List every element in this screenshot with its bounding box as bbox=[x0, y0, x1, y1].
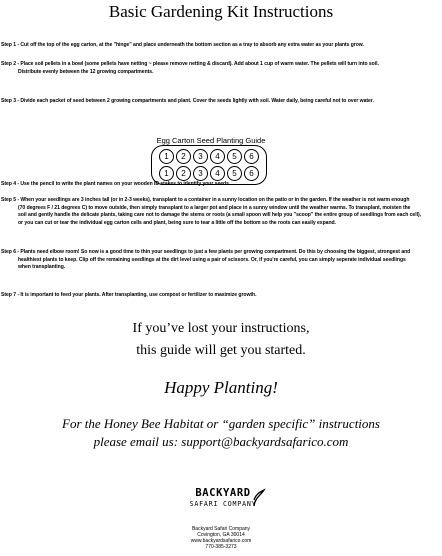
step-1 bbox=[1, 42, 437, 50]
carton-cell: 6 bbox=[244, 166, 259, 181]
footer-phone: 770-385-3273 bbox=[205, 544, 237, 550]
step-7-line-1: Step 7 - It is important to feed your plants. After transplanting, use compost or fertilizer to maximize growth. bbox=[1, 292, 257, 298]
page-title: Basic Gardening Kit Instructions bbox=[108, 2, 334, 21]
happy-planting: Happy Planting! bbox=[164, 378, 278, 397]
carton-cell: 1 bbox=[159, 166, 174, 181]
carton-cell: 2 bbox=[176, 149, 191, 164]
footer-company: Backyard Safari Company bbox=[191, 526, 251, 532]
lost-instructions-line-1: If you’ve lost your instructions, bbox=[132, 321, 310, 336]
step-2-line-1: Step 2 - Place soil pellets in a bowl (some pellets have netting ~ please remove netting & discard). Add about 1 cup of warm water. The pellets will turn into soil. bbox=[1, 61, 379, 67]
step-5-line-3: soil and gently handle the delicate plants, taking care not to damage the stems or roots (a small spoon will help you "scoop" the entire group of seedlings from each cell), bbox=[18, 212, 421, 219]
egg-carton-diagram bbox=[151, 145, 267, 185]
carton-cell: 4 bbox=[210, 149, 225, 164]
step-6-line-2: healthiest plants to keep. Clip off the remaining seedlings at the dirt level using a pair of scissors. Or, if you're careful, you can simply seperate individual seedlings bbox=[18, 256, 406, 263]
carton-cell: 1 bbox=[159, 149, 174, 164]
step-6-line-3: when transplanting. bbox=[18, 264, 66, 271]
step-2-line-2: Distribute evenly between the 12 growing compartments. bbox=[18, 68, 154, 75]
step-5-line-2: (70 degrees F / 21 degrees C) to move outside, then simply transplant to a larger pot and place in a sunny window until the weather warms. To transplant, moisten the bbox=[18, 204, 411, 211]
contact-line-1: For the Honey Bee Habitat or “garden specific” instructions bbox=[62, 416, 380, 431]
contact-line-2: please email us: support@backyardsafarico.com bbox=[93, 434, 349, 449]
logo-wordmark-top: BACKYARD bbox=[195, 487, 251, 499]
step-1-line-1: Step 1 - Cut off the top of the egg carton, at the "hinge" and place underneath the bottom section as a tray to absorb any extra water as your plants grow. bbox=[1, 42, 364, 48]
footer-address: Covington, GA 30014 bbox=[197, 532, 245, 538]
step-6 bbox=[1, 249, 437, 272]
carton-row-2 bbox=[159, 166, 259, 181]
step-6-line-1: Step 6 - Plants need elbow room! So now is a good time to thin your seedlings to just a few plants per growing compartment. Do this by choosing the biggest, strongest and bbox=[1, 249, 411, 255]
step-4-line-1: Step 4 - Use the pencil to write the plant names on your wooden ID stakes to identify your seeds. bbox=[1, 181, 231, 187]
carton-cell: 5 bbox=[227, 149, 242, 164]
step-5-line-1: Step 5 - When your seedlings are 3 inches tall (or in 2-3 weeks), transplant to a container in a sunny location on the patio or in the garden. If the weather is not warm enough bbox=[1, 197, 410, 203]
footer-website-link[interactable]: www.backyardsafarico.com bbox=[190, 538, 252, 544]
logo-leaf-icon bbox=[252, 488, 266, 508]
logo-wordmark-bottom: SAFARI COMPANY bbox=[189, 500, 257, 508]
carton-cell: 6 bbox=[244, 149, 259, 164]
step-3-line-1: Step 3 - Divide each packet of seed between 2 growing compartments and plant. Cover the seeds lightly with soil. Water daily, being careful not to over water. bbox=[1, 98, 374, 104]
lost-instructions-line-2: this guide will get you started. bbox=[136, 343, 306, 358]
carton-row-1 bbox=[159, 149, 259, 164]
carton-cell: 3 bbox=[193, 166, 208, 181]
step-7 bbox=[1, 292, 437, 300]
step-3 bbox=[1, 98, 437, 106]
carton-cell: 5 bbox=[227, 166, 242, 181]
carton-cell: 2 bbox=[176, 166, 191, 181]
step-5 bbox=[1, 197, 437, 227]
planting-guide-title: Egg Carton Seed Planting Guide bbox=[156, 136, 266, 145]
carton-cell: 4 bbox=[210, 166, 225, 181]
step-2 bbox=[1, 61, 437, 76]
step-5-line-4: or you can cut or tear the individual egg carton cells and plant, being sure to tear a little off the bottom so the roots can easily expand. bbox=[18, 219, 336, 226]
carton-cell: 3 bbox=[193, 149, 208, 164]
